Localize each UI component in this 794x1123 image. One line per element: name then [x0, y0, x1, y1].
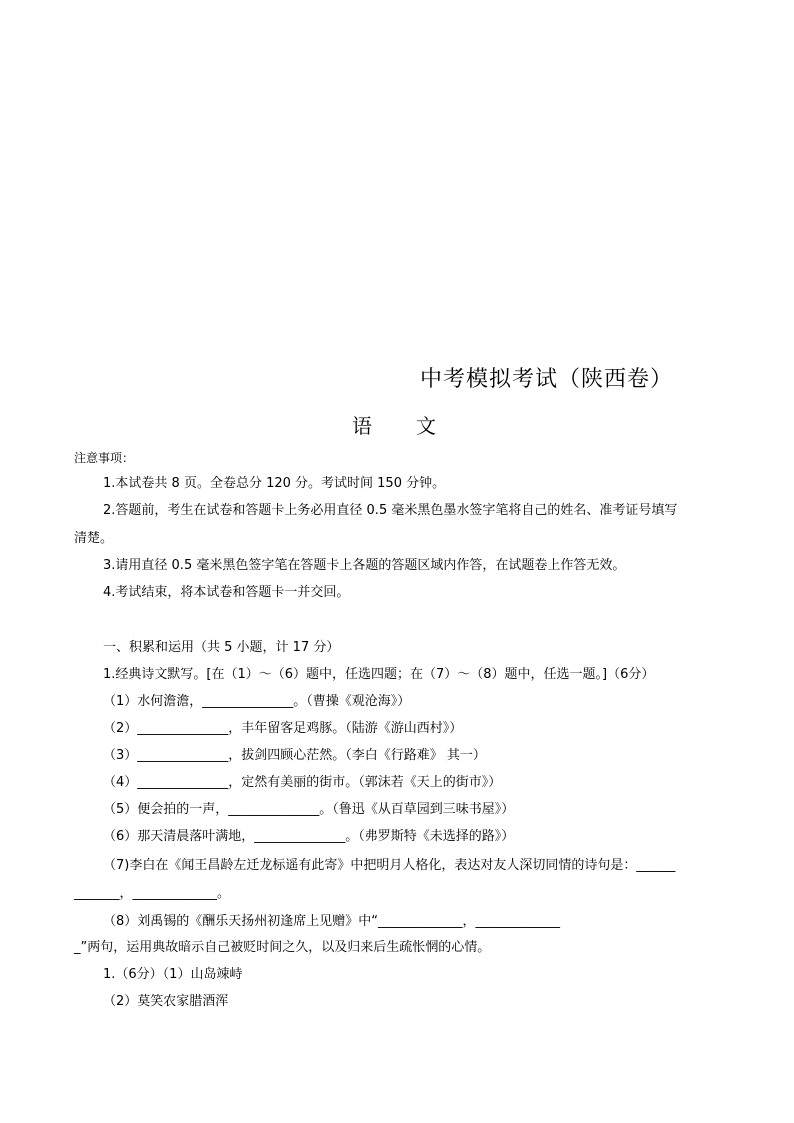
notice-item-continuation: 清楚。	[74, 531, 114, 546]
answer-line: 1.（6分）（1）山岛竦峙	[103, 967, 243, 982]
notice-item: 3.请用直径 0.5 毫米黑色签字笔在答题卡上各题的答题区域内作答，在试题卷上作答无效。	[103, 558, 626, 573]
section-heading: 一、积累和运用（共 5 小题，计 17 分）	[103, 640, 340, 655]
subject-char-right: 文	[416, 414, 436, 438]
page-title: 中考模拟考试（陕西卷）	[420, 367, 674, 392]
question-item-continuation: _”两句，运用典故暗示自己被贬时间之久，以及归来后生疏怅惘的心情。	[74, 940, 491, 955]
question-item: （6）那天清晨落叶满地，______________。（弗罗斯特《未选择的路》）	[103, 829, 515, 844]
notice-item: 2.答题前，考生在试卷和答题卡上务必用直径 0.5 毫米黑色墨水签字笔将自己的姓名、准考证号填写	[103, 503, 678, 518]
question-item: （7)李白在《闻王昌龄左迁龙标遥有此寄》中把明月人格化，表达对友人深切同情的诗句是：______	[103, 858, 676, 873]
notice-item: 4.考试结束，将本试卷和答题卡一并交回。	[103, 585, 350, 600]
notice-heading: 注意事项：	[74, 451, 135, 465]
question-item: （5）便会拍的一声，______________。（鲁迅《从百草园到三味书屋》）	[103, 802, 515, 817]
question-item: （1）水何澹澹，______________。（曹操《观沧海》）	[103, 694, 411, 709]
question-item: （4）______________，定然有美丽的街市。（郭沫若《天上的街市》）	[103, 775, 502, 790]
question-item: （3）______________，拔剑四顾心茫然。（李白《行路难》 其一）	[103, 748, 486, 763]
subject-char-left: 语	[352, 414, 372, 438]
notice-item: 1.本试卷共 8 页。全卷总分 120 分。考试时间 150 分钟。	[103, 476, 446, 491]
question-item: （8）刘禹锡的《酬乐天扬州初逢席上见赠》中“_____________，_____________	[103, 914, 561, 929]
answer-line: （2）莫笑农家腊酒浑	[103, 994, 229, 1009]
question-item-continuation: _______，_____________。	[74, 886, 231, 901]
question-stem: 1.经典诗文默写。[在（1）～（6）题中，任选四题；在（7）～（8）题中，任选一题。]（6分）	[103, 667, 655, 682]
question-item: （2）______________，丰年留客足鸡豚。（陆游《游山西村》）	[103, 721, 463, 736]
subject-title	[352, 410, 436, 439]
